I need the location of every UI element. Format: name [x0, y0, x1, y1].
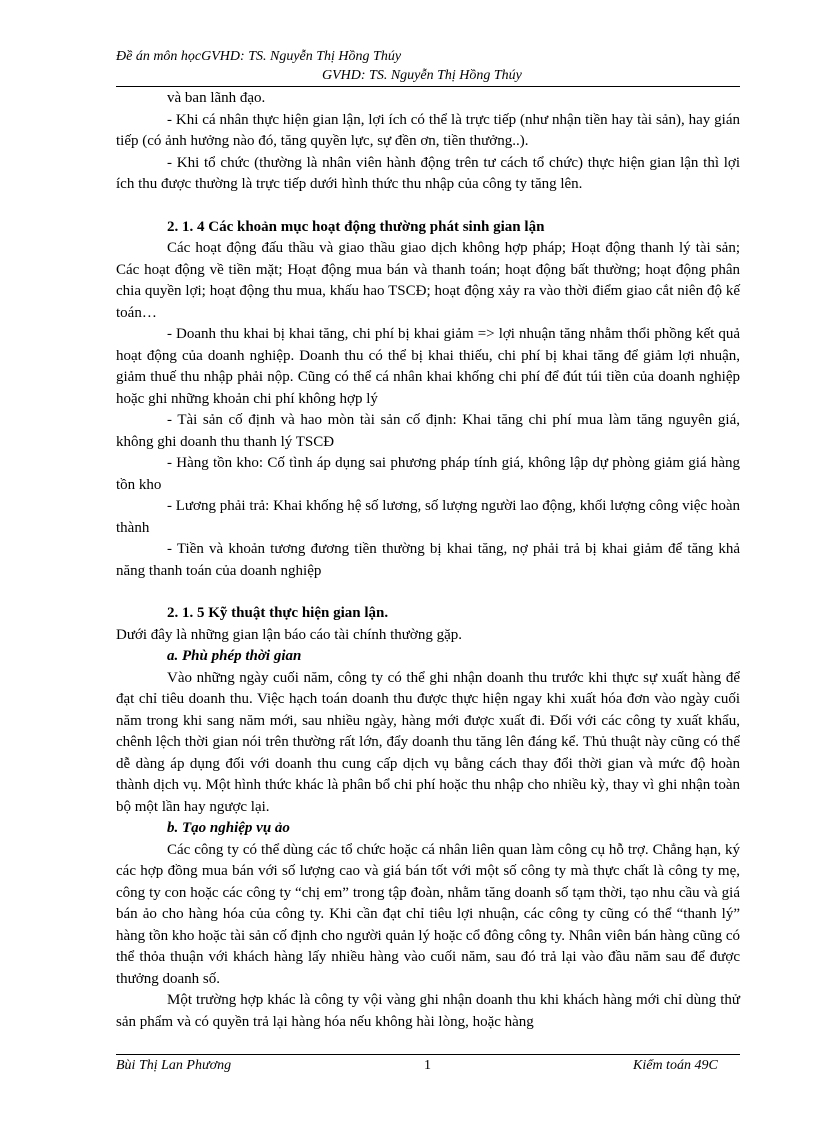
header-divider [116, 86, 740, 87]
footer-divider [116, 1054, 740, 1055]
paragraph: - Hàng tồn kho: Cố tình áp dụng sai phương pháp tính giá, không lập dự phòng giảm giá hàng tồn kho [116, 455, 740, 493]
paragraph: - Doanh thu khai bị khai tăng, chi phí bị khai giảm => lợi nhuận tăng nhằm thổi phồng kết quả hoạt động của doanh nghiệp. Doanh thu có thể bị khai thiếu, chi phí bị khai tăng để giảm lợi nhuận, giảm thuế thu nhập phải nộp. Cũng có thể cá nhân khai khống chi phí để đút túi tiền của doanh nghiệp hoặc ghi những khoản chi phí không hợp lý [116, 326, 740, 407]
document-body [116, 88, 740, 1033]
footer-class: Kiểm toán 49C [633, 1058, 718, 1073]
paragraph: - Lương phải trả: Khai khống hệ số lương, số lượng người lao động, khối lượng công việc hoàn thành [116, 498, 740, 536]
page-header-line-1: Đề án môn họcGVHD: TS. Nguyễn Thị Hồng Thúy [116, 49, 402, 64]
paragraph: Dưới đây là những gian lận báo cáo tài chính thường gặp. [116, 626, 463, 643]
page-header-line-2: GVHD: TS. Nguyễn Thị Hồng Thúy [322, 68, 522, 83]
page-number: 1 [424, 1058, 431, 1073]
paragraph: Các hoạt động đấu thầu và giao thầu giao dịch không hợp pháp; Hoạt động thanh lý tài sản; Các hoạt động về tiền mặt; Hoạt động mua bán và thanh toán; hoạt động bất thường; hoạt động phân chia quyền lợi; hoạt động thu mua, khấu hao TSCĐ; hoạt động xảy ra vào thời điểm giao cắt niên độ kế toán… [116, 240, 740, 321]
section-heading: 2. 1. 5 Kỹ thuật thực hiện gian lận. [167, 605, 389, 621]
footer-author: Bùi Thị Lan Phương [116, 1058, 232, 1073]
paragraph: Các công ty có thể dùng các tổ chức hoặc cá nhân liên quan làm công cụ hỗ trợ. Chẳng hạn, ký các hợp đồng mua bán với số lượng cao và giá bán tốt với một số công ty mà thực chất là công ty mẹ, công ty con hoặc các công ty “chị em” trong tập đoàn, nhằm tăng doanh số tạm thời, tạo nhu cầu và giá bán ảo cho hàng hóa của công ty. Khi cần đạt chỉ tiêu lợi nhuận, các công ty cũng có thể “thanh lý” hàng tồn kho hoặc tài sản cố định cho người quản lý hoặc cổ đông công ty. Nhân viên bán hàng cũng có thể thỏa thuận với khách hàng lấy nhiều hàng vào cuối năm, sau đó trả lại vào đầu năm sau để được thưởng doanh số. [116, 841, 740, 987]
paragraph: - Khi cá nhân thực hiện gian lận, lợi ích có thể là trực tiếp (như nhận tiền hay tài sản), hay gián tiếp (có ảnh hưởng nào đó, tăng quyền lực, sự đền ơn, tiền thưởng..). [116, 111, 740, 149]
paragraph: - Tài sản cố định và hao mòn tài sản cố định: Khai tăng chi phí mua làm tăng nguyên giá, không ghi doanh thu thanh lý TSCĐ [116, 412, 740, 450]
paragraph: - Khi tổ chức (thường là nhân viên hành động trên tư cách tổ chức) thực hiện gian lận thì lợi ích thu được thường là trực tiếp dưới hình thức thu nhập của công ty tăng lên. [116, 154, 740, 192]
paragraph: Một trường hợp khác là công ty vội vàng ghi nhận doanh thu khi khách hàng mới chỉ dùng thử sản phẩm và có quyền trả lại hàng hóa nếu không hài lòng, hoặc hàng [116, 992, 740, 1030]
section-heading: 2. 1. 4 Các khoản mục hoạt động thường phát sinh gian lận [167, 218, 545, 235]
paragraph: - Tiền và khoản tương đương tiền thường bị khai tăng, nợ phải trả bị khai giảm để tăng khả năng thanh toán của doanh nghiệp [116, 541, 740, 579]
paragraph: và ban lãnh đạo. [167, 90, 266, 106]
subsection-heading: a. Phù phép thời gian [167, 648, 302, 664]
paragraph: Vào những ngày cuối năm, công ty có thể ghi nhận doanh thu trước khi thực sự xuất hàng để đạt chỉ tiêu doanh thu. Việc hạch toán doanh thu được thực hiện ngay khi xuất hóa đơn vào ngày cuối năm trong khi sang năm mới, sau nhiều ngày, hàng mới được xuất đi. Đối với các công ty xuất khẩu, chênh lệch thời gian nói trên thường rất lớn, đẩy doanh thu tăng lên đáng kể. Thủ thuật này cũng có thể dễ dàng áp dụng đối với doanh thu cung cấp dịch vụ bằng cách thay đổi thời gian và mức độ hoàn thành dịch vụ. Một hình thức khác là phân bổ chi phí hoặc thu nhập cho nhiều kỳ, thay vì ghi nhận toàn bộ một lần hay ngược lại. [116, 669, 740, 815]
subsection-heading: b. Tạo nghiệp vụ ảo [167, 820, 290, 836]
